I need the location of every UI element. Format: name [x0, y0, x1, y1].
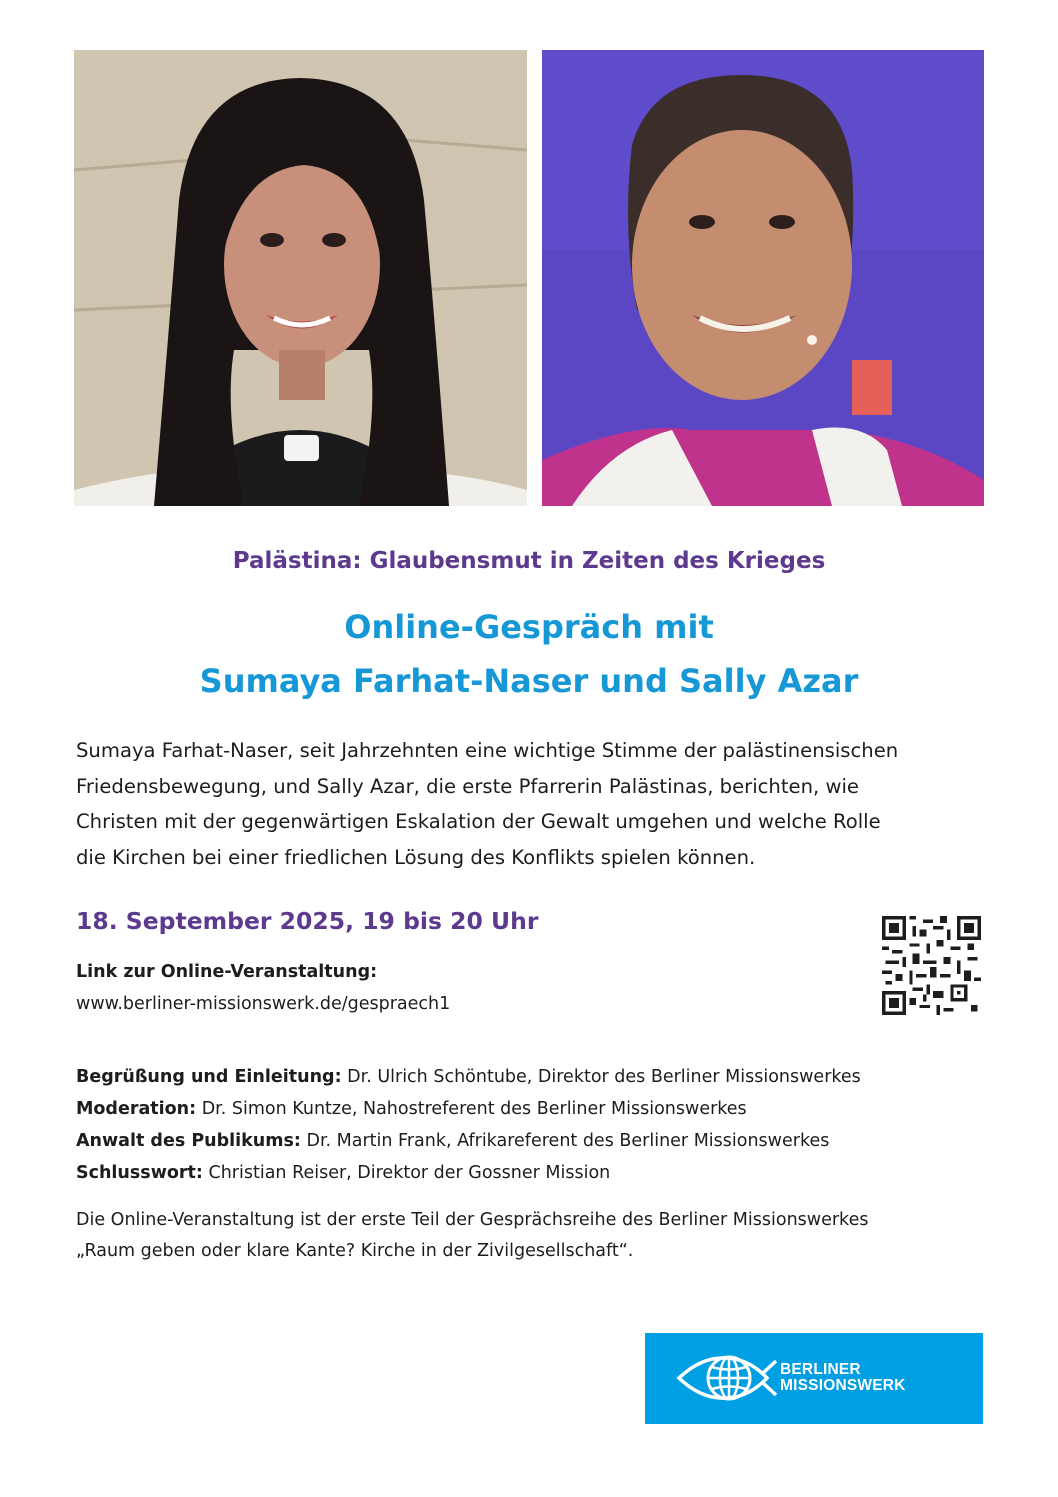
portrait-sumaya-farhat-naser — [542, 50, 984, 506]
program-row — [76, 1093, 861, 1125]
program-role: Anwalt des Publikums: — [76, 1131, 301, 1151]
program-role: Moderation: — [76, 1099, 197, 1119]
program-row — [76, 1157, 861, 1189]
intro-line: die Kirchen bei einer friedlichen Lösung des Konflikts spielen können. — [76, 845, 756, 869]
headline-line-1: Online-Gespräch mit — [344, 608, 714, 646]
logo-line-2: MISSIONSWERK — [780, 1377, 906, 1394]
program-role: Begrüßung und Einleitung: — [76, 1067, 342, 1087]
intro-line: Sumaya Farhat-Naser, seit Jahrzehnten eine wichtige Stimme der palästinensischen — [76, 739, 899, 762]
program-person: Dr. Martin Frank, Afrikareferent des Berliner Missionswerkes — [300, 1131, 830, 1151]
intro-line: Christen mit der gegenwärtigen Eskalation der Gewalt umgehen und welche Rolle — [76, 810, 881, 833]
program-person: Dr. Ulrich Schöntube, Direktor des Berliner Missionswerkes — [341, 1067, 861, 1087]
headline-line-2: Sumaya Farhat-Naser und Sally Azar — [199, 662, 859, 700]
program-list — [76, 1061, 861, 1189]
qr-code[interactable] — [882, 916, 981, 1015]
program-row — [76, 1061, 861, 1093]
fish-globe-icon — [675, 1351, 777, 1406]
logo-wordmark — [780, 1362, 906, 1394]
event-headline — [0, 600, 1058, 708]
note-line: „Raum geben oder klare Kante? Kirche in der Zivilgesellschaft“. — [76, 1241, 634, 1261]
logo-line-1: BERLINER — [780, 1361, 861, 1378]
program-person: Christian Reiser, Direktor der Gossner Mission — [202, 1163, 611, 1183]
event-kicker: Palästina: Glaubensmut in Zeiten des Krieges — [232, 548, 826, 574]
link-label: Link zur Online-Veranstaltung: — [76, 962, 378, 982]
berliner-missionswerk-logo — [645, 1333, 983, 1424]
portrait-sally-azar — [74, 50, 527, 506]
series-note — [76, 1205, 868, 1267]
program-person: Dr. Simon Kuntze, Nahostreferent des Berliner Missionswerkes — [196, 1099, 747, 1119]
program-row — [76, 1125, 861, 1157]
note-line: Die Online-Veranstaltung ist der erste Teil der Gesprächsreihe des Berliner Missionswerkes — [76, 1210, 869, 1230]
event-link[interactable]: www.berliner-missionswerk.de/gespraech1 — [76, 994, 451, 1014]
event-date: 18. September 2025, 19 bis 20 Uhr — [76, 907, 539, 935]
program-role: Schlusswort: — [76, 1163, 203, 1183]
intro-paragraph — [76, 733, 996, 875]
intro-line: Friedensbewegung, und Sally Azar, die erste Pfarrerin Palästinas, berichten, wie — [76, 774, 859, 798]
